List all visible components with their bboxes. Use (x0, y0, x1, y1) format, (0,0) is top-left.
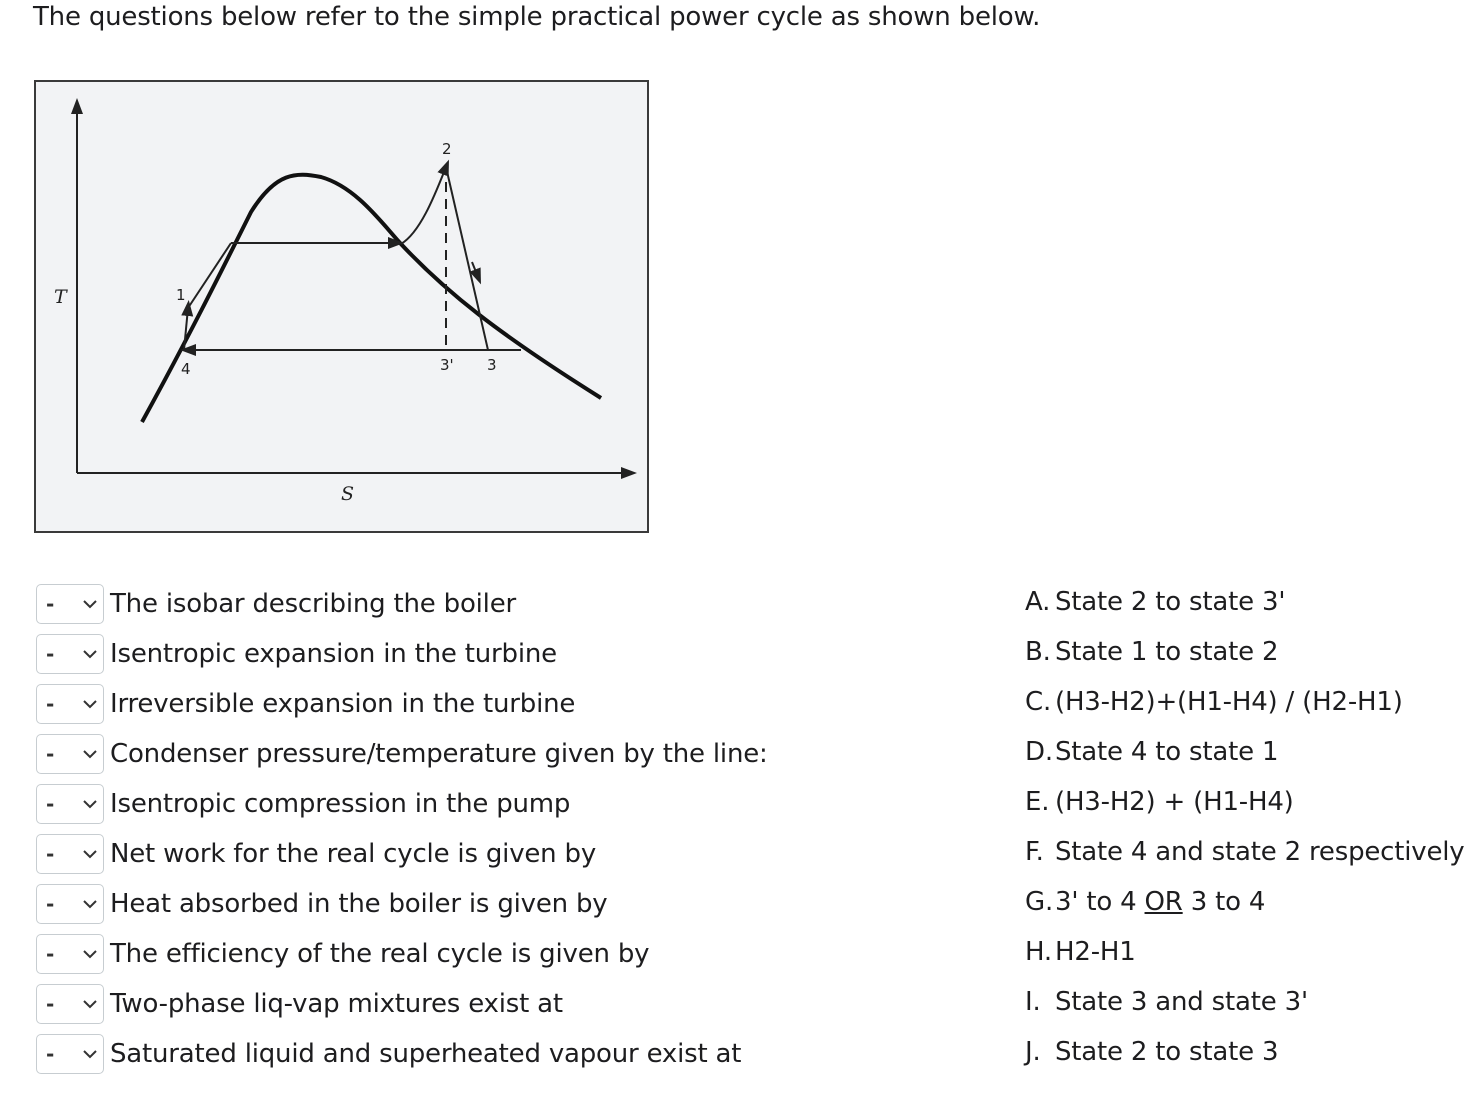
state-label-4: 4 (181, 360, 191, 378)
answer-select[interactable]: - (36, 834, 104, 874)
chevron-down-icon (80, 746, 100, 764)
question-text: Two-phase liq-vap mixtures exist at (110, 989, 563, 1019)
answer-text: State 2 to state 3' (1055, 587, 1286, 617)
chevron-down-icon (80, 796, 100, 814)
axis-x-label: S (341, 483, 355, 505)
answer-text: H2-H1 (1055, 937, 1136, 967)
answer-letter: E. (1025, 787, 1050, 817)
answer-select[interactable]: - (36, 984, 104, 1024)
intro-text: The questions below refer to the simple practical power cycle as shown below. (33, 2, 1041, 32)
answer-option (1025, 887, 1265, 917)
question-row (36, 683, 575, 725)
answer-letter: D. (1025, 737, 1053, 767)
question-text: The isobar describing the boiler (110, 589, 516, 619)
answer-letter: H. (1025, 937, 1052, 967)
answer-text: State 3 and state 3' (1055, 987, 1308, 1017)
answer-option (1025, 637, 1278, 667)
axis-y-label: T (54, 286, 67, 308)
question-text: Isentropic expansion in the turbine (110, 639, 557, 669)
state-label-3prime: 3' (440, 356, 454, 374)
question-row (36, 833, 596, 875)
state-label-2: 2 (442, 140, 452, 158)
chevron-down-icon (80, 696, 100, 714)
question-text: Condenser pressure/temperature given by the line: (110, 739, 768, 769)
ts-diagram (34, 80, 649, 533)
answer-select[interactable]: - (36, 884, 104, 924)
question-row (36, 1033, 741, 1075)
answer-option (1025, 587, 1285, 617)
question-text: Heat absorbed in the boiler is given by (110, 889, 608, 919)
question-row (36, 933, 649, 975)
state-label-1: 1 (176, 286, 186, 304)
answer-option (1025, 687, 1403, 717)
answer-letter: C. (1025, 687, 1052, 717)
answer-select[interactable]: - (36, 1034, 104, 1074)
question-row (36, 783, 570, 825)
question-text: Net work for the real cycle is given by (110, 839, 597, 869)
answer-text: State 2 to state 3 (1055, 1037, 1279, 1067)
question-text: Isentropic compression in the pump (110, 789, 571, 819)
answer-option (1025, 737, 1278, 767)
answer-option (1025, 1037, 1278, 1067)
question-text: The efficiency of the real cycle is given by (110, 939, 650, 969)
answer-option (1025, 787, 1294, 817)
answer-select[interactable]: - (36, 784, 104, 824)
answer-letter: B. (1025, 637, 1051, 667)
question-row (36, 633, 557, 675)
answer-letter: J. (1025, 1037, 1041, 1067)
answer-option (1025, 837, 1464, 867)
question-text: Saturated liquid and superheated vapour exist at (110, 1039, 742, 1069)
answer-letter: A. (1025, 587, 1051, 617)
superheat-curve (401, 167, 446, 244)
answer-select[interactable]: - (36, 634, 104, 674)
question-row (36, 883, 607, 925)
chevron-down-icon (80, 946, 100, 964)
answer-text: State 4 to state 1 (1055, 737, 1279, 767)
state-label-3: 3 (487, 356, 497, 374)
chevron-down-icon (80, 996, 100, 1014)
answer-select[interactable]: - (36, 934, 104, 974)
expansion-2-3 (446, 167, 488, 350)
answer-letter: F. (1025, 837, 1044, 867)
answer-option (1025, 987, 1308, 1017)
chevron-down-icon (80, 596, 100, 614)
answer-letter: I. (1025, 987, 1041, 1017)
ts-diagram-svg (36, 82, 647, 531)
question-row (36, 983, 563, 1025)
chevron-down-icon (80, 646, 100, 664)
answer-text: (H3-H2) + (H1-H4) (1055, 787, 1294, 817)
chevron-down-icon (80, 896, 100, 914)
chevron-down-icon (80, 846, 100, 864)
answer-text: 3' to 4 OR 3 to 4 (1055, 887, 1266, 917)
answer-text: State 4 and state 2 respectively (1055, 837, 1465, 867)
answer-letter: G. (1025, 887, 1054, 917)
answer-text: (H3-H2)+(H1-H4) / (H2-H1) (1055, 687, 1403, 717)
or-underlined: OR (1144, 887, 1183, 917)
question-row (36, 583, 516, 625)
answer-text: State 1 to state 2 (1055, 637, 1279, 667)
saturation-dome (142, 175, 601, 422)
question-text: Irreversible expansion in the turbine (110, 689, 576, 719)
answer-select[interactable]: - (36, 734, 104, 774)
answer-option (1025, 937, 1136, 967)
chevron-down-icon (80, 1046, 100, 1064)
answer-select[interactable]: - (36, 584, 104, 624)
question-row (36, 733, 768, 775)
answer-select[interactable]: - (36, 684, 104, 724)
